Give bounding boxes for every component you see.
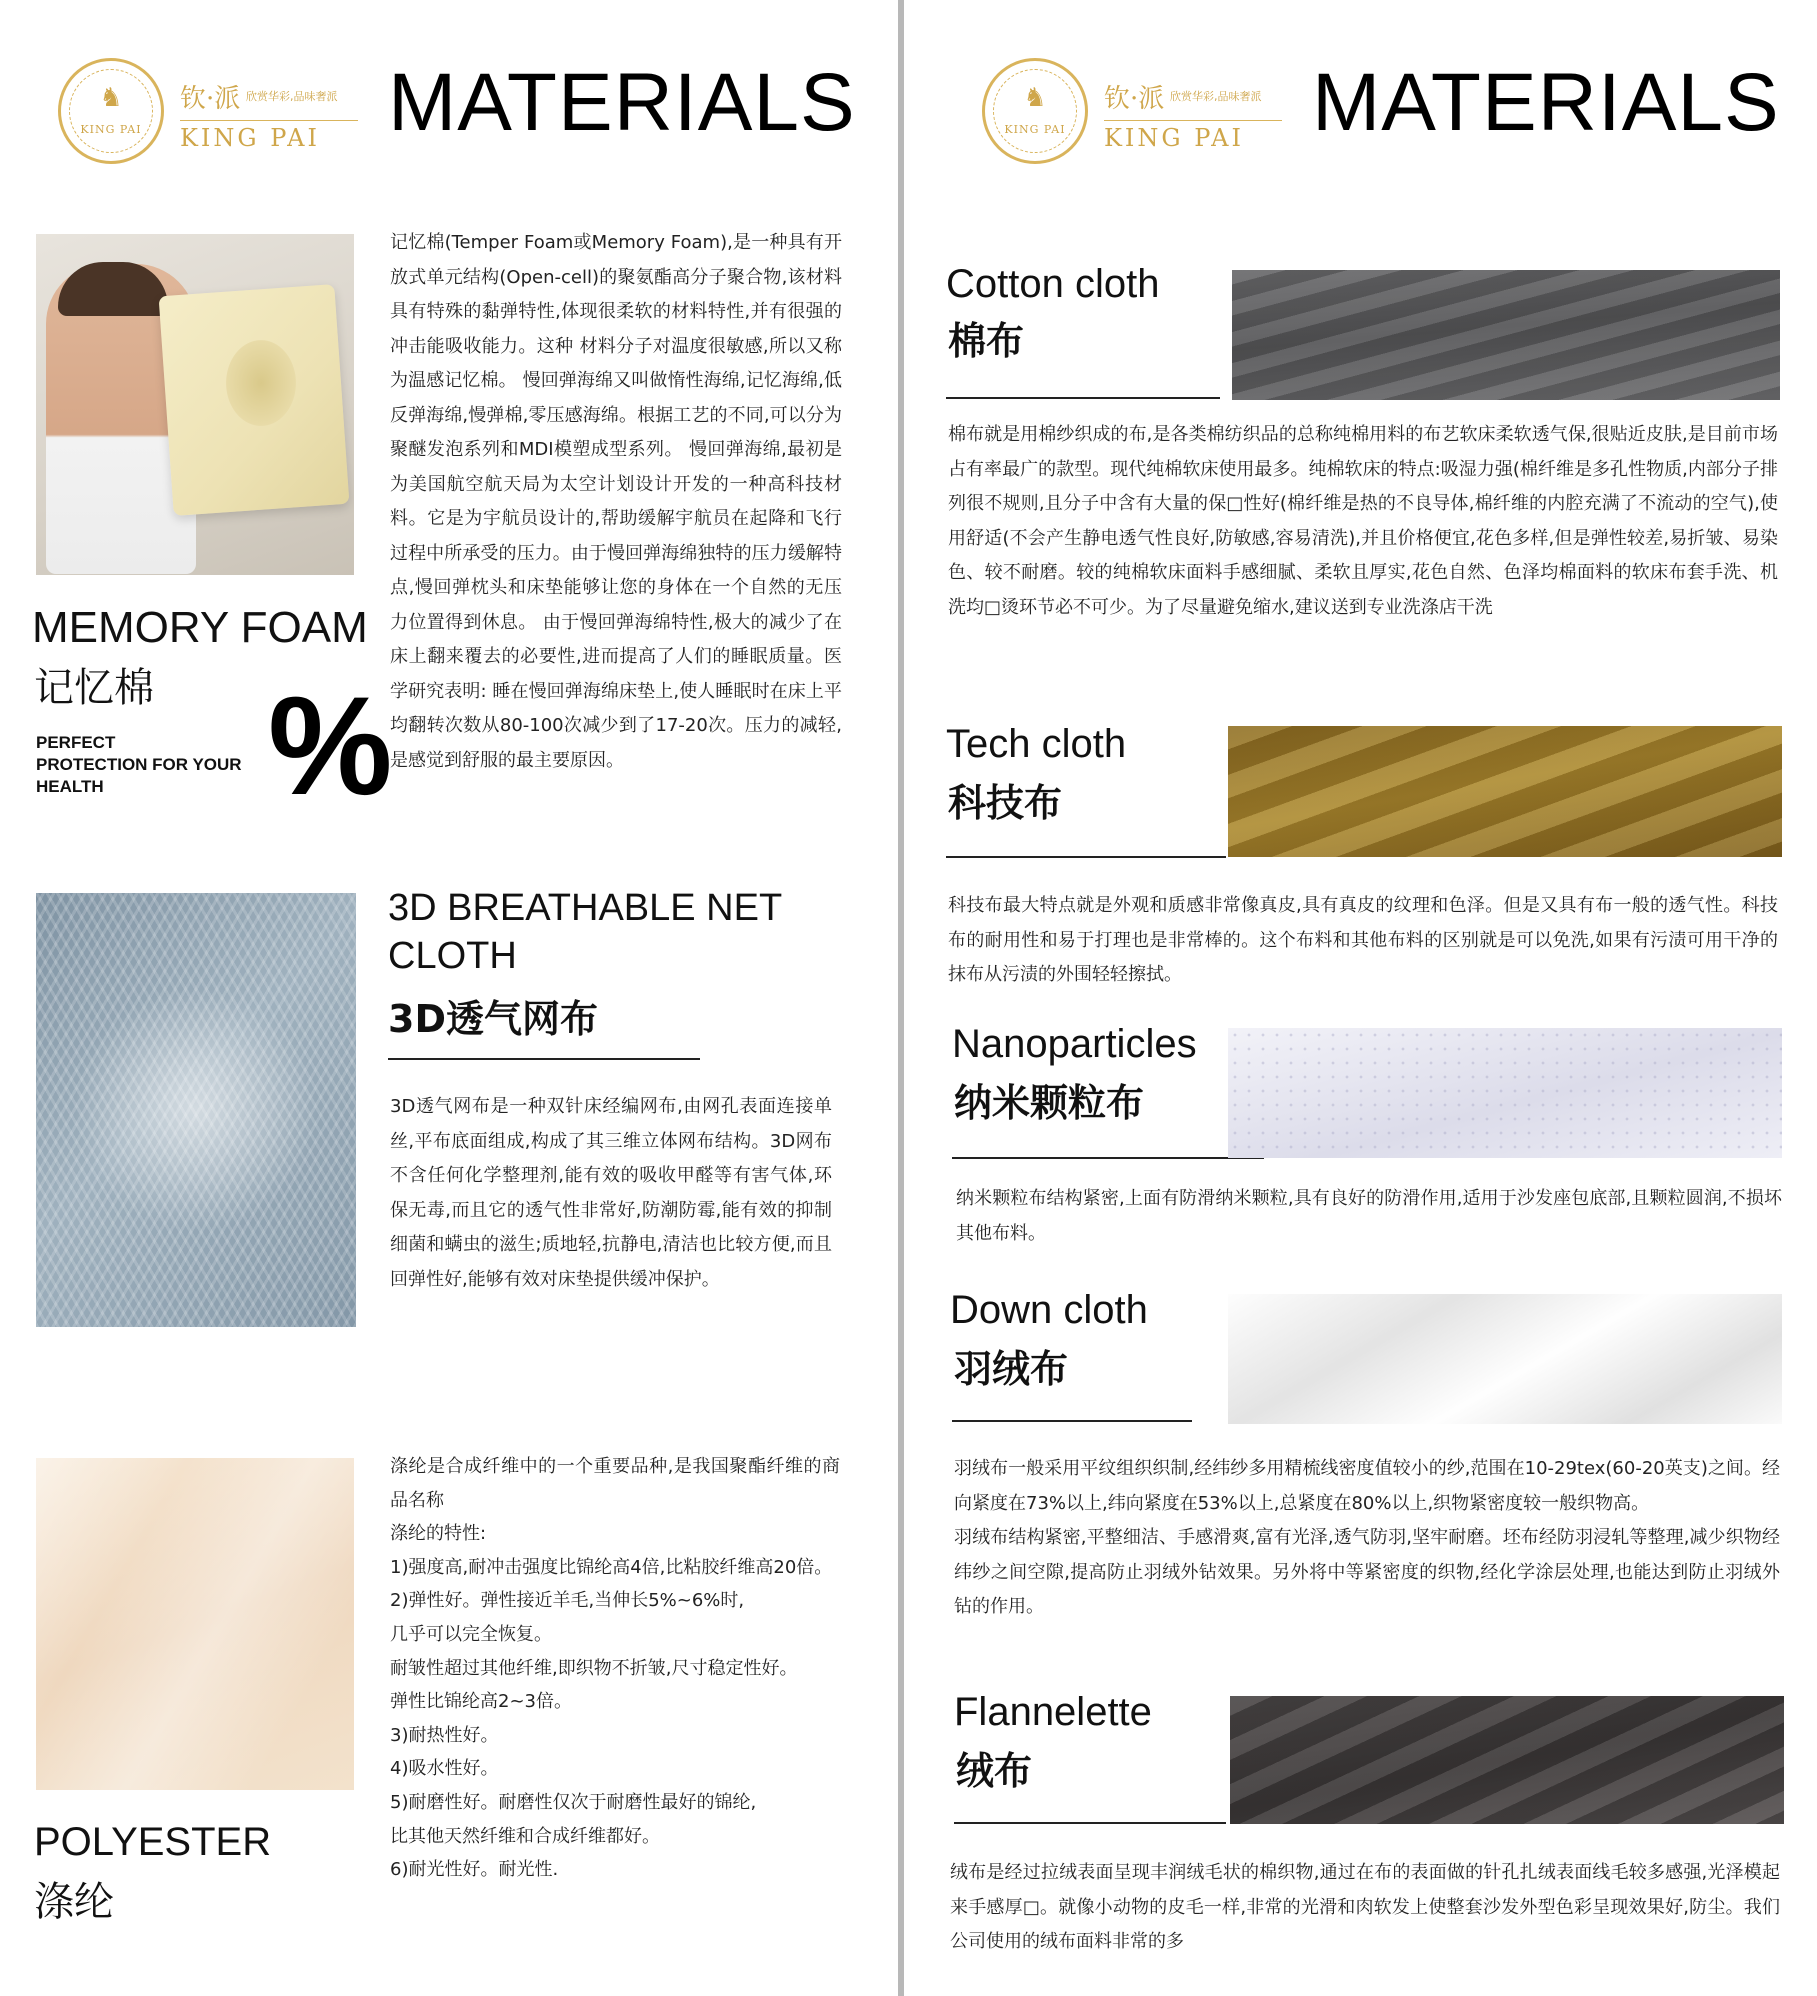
breathable-net-title-cn: 3D透气网布: [388, 997, 598, 1041]
logo-brand-cn: 钦·派: [180, 84, 241, 114]
memory-foam-photo: [36, 234, 354, 575]
logo-brand-en: KING PAI: [1104, 124, 1244, 152]
logo-brand-tagline: 欣赏华彩,品味奢派: [246, 90, 338, 103]
down-rule: [952, 1420, 1192, 1422]
brand-logo-right: [982, 58, 1282, 168]
logo-brand-en: KING PAI: [180, 124, 320, 152]
cotton-title-cn: 棉布: [948, 319, 1025, 363]
down-body: 羽绒布一般采用平纹组织织制,经纬纱多用精梳线密度值较小的纱,范围在10-29tex(60-20英支)之间。经向紧度在73%以上,纬向紧度在53%以上,总紧度在80%以上,织物紧密度较一般织物高。 羽绒布结构紧密,平整细洁、手感滑爽,富有光泽,透气防羽,坚牢耐磨。坯布经防羽浸轧等整理,减少织物经纬纱之间空隙,提高防止羽绒外钻效果。另外将中等紧密度的织物,经化学涂层处理,也能达到防止羽绒外钻的作用。: [954, 1458, 1780, 1617]
page-title: MATERIALS: [388, 57, 856, 148]
tech-title-en: Tech cloth: [946, 722, 1127, 766]
logo-brand-tagline: 欣赏华彩,品味奢派: [1170, 90, 1262, 103]
logo-divider: [1104, 120, 1282, 121]
polyester-body: 涤纶是合成纤维中的一个重要品种,是我国聚酯纤维的商品名称 涤纶的特性: 1)强度高,耐冲击强度比锦纶高4倍,比粘胶纤维高20倍。 2)弹性好。弹性接近羊毛,当伸长5%~6%时, 几乎可以完全恢复。 耐皱性超过其他纤维,即织物不折皱,尺寸稳定性好。 弹性比锦纶高2~3倍。 3)耐热性好。 4)吸水性好。 5)耐磨性好。耐磨性仅次于耐磨性最好的锦纶, 比其他天然纤维和合成纤维都好。 6)耐光性好。耐光性.: [390, 1456, 840, 1881]
logo-divider: [180, 120, 358, 121]
page-title-right: MATERIALS: [1312, 57, 1780, 148]
logo-emblem-text: KING PAI: [80, 123, 142, 136]
brand-logo: [58, 58, 358, 168]
polyester-title-cn: 涤纶: [34, 1879, 114, 1925]
nano-title-en: Nanoparticles: [952, 1022, 1197, 1066]
cotton-photo: [1232, 270, 1780, 400]
cotton-rule: [946, 397, 1220, 399]
flannelette-rule: [954, 1822, 1226, 1824]
breathable-net-photo: [36, 893, 356, 1327]
flannelette-photo: [1230, 1696, 1784, 1824]
horse-carriage-icon: ♞: [1023, 83, 1047, 113]
tech-photo: [1228, 726, 1782, 857]
down-photo: [1228, 1294, 1782, 1424]
nano-rule: [952, 1157, 1264, 1159]
horse-carriage-icon: ♞: [99, 83, 123, 113]
breathable-net-rule: [388, 1058, 700, 1060]
flannelette-body: 绒布是经过拉绒表面呈现丰润绒毛状的棉织物,通过在布的表面做的针孔扎绒表面线毛较多感强,光泽模起来手感厚□。就像小动物的皮毛一样,非常的光滑和肉软发上使整套沙发外型色彩呈现效果好,防尘。我们公司使用的绒布面料非常的多: [950, 1862, 1780, 1952]
tech-body: 科技布最大特点就是外观和质感非常像真皮,具有真皮的纹理和色泽。但是又具有布一般的透气性。科技布的耐用性和易于打理也是非常棒的。这个布料和其他布料的区别就是可以免洗,如果有污渍可用干净的抹布从污渍的外围轻轻擦拭。: [948, 895, 1778, 985]
cotton-title-en: Cotton cloth: [946, 262, 1160, 306]
nano-title-cn: 纳米颗粒布: [954, 1081, 1145, 1125]
flannelette-title-cn: 绒布: [956, 1749, 1033, 1793]
right-page: [904, 0, 1817, 1996]
polyester-photo: [36, 1458, 354, 1790]
memory-foam-title-cn: 记忆棉: [34, 665, 154, 711]
tech-title-cn: 科技布: [948, 781, 1063, 825]
logo-emblem-text: KING PAI: [1004, 123, 1066, 136]
breathable-net-title-en: 3D BREATHABLE NET CLOTH: [388, 887, 783, 977]
logo-emblem-icon: [982, 58, 1088, 164]
down-title-en: Down cloth: [950, 1288, 1148, 1332]
logo-brand-cn: 钦·派: [1104, 84, 1165, 114]
memory-foam-tagline: PERFECT PROTECTION FOR YOUR HEALTH: [36, 733, 242, 796]
memory-foam-title-en: MEMORY FOAM: [32, 603, 368, 652]
logo-emblem-icon: [58, 58, 164, 164]
left-page: [0, 0, 898, 1996]
memory-foam-body: 记忆棉(Temper Foam或Memory Foam),是一种具有开放式单元结构(Open-cell)的聚氨酯高分子聚合物,该材料具有特殊的黏弹特性,体现很柔软的材料特性,并有很强的冲击能吸收能力。这种 材料分子对温度很敏感,所以又称为温感记忆棉。 慢回弹海绵又叫做惰性海绵,记忆海绵,低反弹海绵,慢弹棉,零压感海绵。根据工艺的不同,可以分为聚醚发泡系列和MDI模塑成型系列。 慢回弹海绵,最初是为美国航空航天局为太空计划设计开发的一种高科技材料。它是为宇航员设计的,帮助缓解宇航员在起降和飞行过程中所承受的压力。由于慢回弹海绵独特的压力缓解特点,慢回弹枕头和床垫能够让您的身体在一个自然的无压力位置得到休息。 由于慢回弹海绵特性,极大的减少了在床上翻来覆去的必要性,进而提高了人们的睡眠质量。医学研究表明: 睡在慢回弹海绵床垫上,使人睡眠时在床上平均翻转次数从80-100次减少到了17-20次。压力的减轻,是感觉到舒服的最主要原因。: [390, 232, 842, 771]
tech-rule: [946, 856, 1226, 858]
cotton-body: 棉布就是用棉纱织成的布,是各类棉纺织品的总称纯棉用料的布艺软床柔软透气保,很贴近皮肤,是目前市场占有率最广的款型。现代纯棉软床使用最多。纯棉软床的特点:吸湿力强(棉纤维是多孔性物质,内部分子排列很不规则,且分子中含有大量的保□性好(棉纤维是热的不良导体,棉纤维的内腔充满了不流动的空气),使用舒适(不会产生静电透气性良好,防敏感,容易清洗),并且价格便宜,花色多样,但是弹性较差,易折皱、易染色、较不耐磨。较的纯棉软床面料手感细腻、柔软且厚实,花色自然、色泽均棉面料的软床布套手洗、机洗均□烫环节必不可少。为了尽量避免缩水,建议送到专业洗涤店干洗: [948, 424, 1778, 618]
nano-body: 纳米颗粒布结构紧密,上面有防滑纳米颗粒,具有良好的防滑作用,适用于沙发座包底部,且颗粒圆润,不损坏其他布料。: [956, 1188, 1782, 1244]
percent-icon: %: [268, 667, 393, 824]
breathable-net-body: 3D透气网布是一种双针床经编网布,由网孔表面连接单丝,平布底面组成,构成了其三维立体网布结构。3D网布不含任何化学整理剂,能有效的吸收甲醛等有害气体,环保无毒,而且它的透气性非常好,防潮防霉,能有效的抑制细菌和螨虫的滋生;质地轻,抗静电,清洁也比较方便,而且回弹性好,能够有效对床垫提供缓冲保护。: [390, 1096, 832, 1290]
down-title-cn: 羽绒布: [954, 1347, 1069, 1391]
flannelette-title-en: Flannelette: [954, 1690, 1152, 1734]
polyester-title-en: POLYESTER: [34, 1820, 272, 1864]
nano-photo: [1228, 1028, 1782, 1158]
hand-print-icon: [226, 340, 296, 426]
